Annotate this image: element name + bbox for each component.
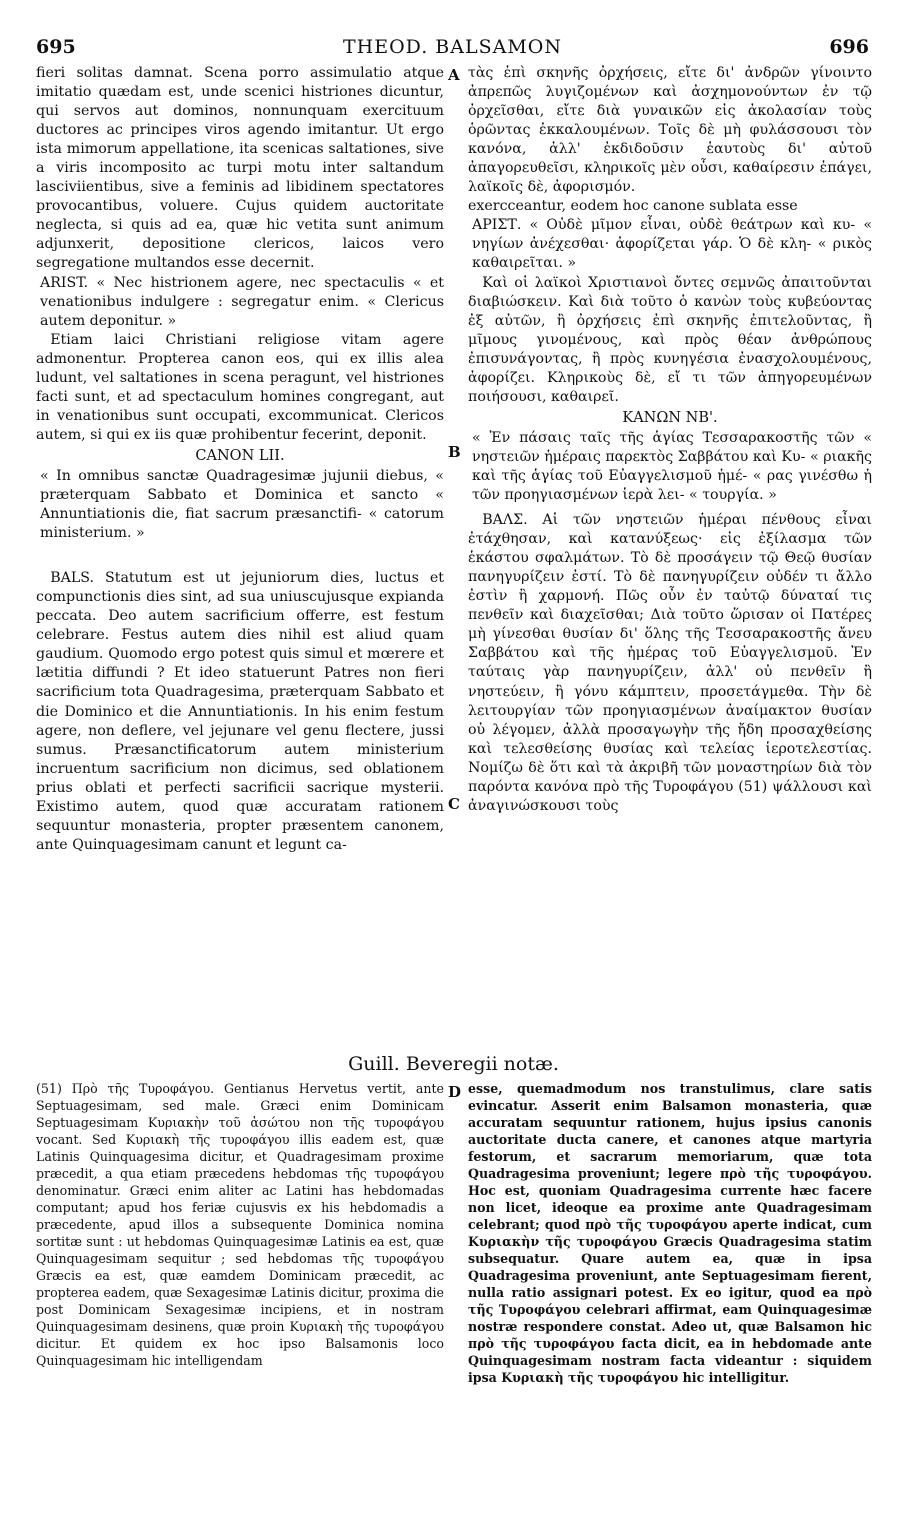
latin-column xyxy=(36,64,444,855)
greek-bals-paragraph: ΒΑΛΣ. Αἱ τῶν νηστειῶν ἡμέραι πένθους εἶναι ἐτάχθησαν, καὶ κατανύξεως· εἰς ἐξίλασμα τῶν ἑκάστου σφαλμάτων. Τὸ δὲ προσάγειν τῷ Θεῷ θυσίαν πανηγυρίζειν ἐστί. Τὸ δὲ πανηγυρίζειν οὐδέν τι ἄλλο ἐστὶν ἢ χαρμονή. Πῶς οὖν ἐν ταὐτῷ δύναταί τις πενθεῖν καὶ διαχεῖσθαι; Διὰ τοῦτο ὥρισαν οἱ Πατέρες μὴ γίνεσθαι θυσίαν δι' ὅλης τῆς Τεσσαρακοστῆς ἄνευ Σαββάτου καὶ τῆς ἡμέρας τοῦ Εὐαγγελισμοῦ. Ἐν ταύταις γὰρ πανηγυρίζειν, ἀλλ' οὐ πενθεῖν ἢ νηστεύειν, ἢ γόνυ κάμπτειν, προσετάγμεθα. Τὴν δὲ λειτουργίαν τῶν προηγιασμένων ἀναίμακτον θυσίαν οὐ λέγομεν, ἀλλὰ προσαγωγὴν τῆς ἤδη προσαχθείσης καὶ τελεσθείσης θυσίας καὶ τελείας ἱεροτελεστίας. Νομίζω δὲ ὅτι καὶ τὰ ἀκριβῆ τῶν μοναστηρίων διὰ τὸν παρόντα κανόνα πρὸ τῆς Τυροφάγου (51) ψάλλουσι καὶ ἀναγινώσκουσι τοὺς xyxy=(468,512,872,814)
notes-left-column xyxy=(36,1080,444,1369)
running-title: THEOD. BALSAMON xyxy=(342,36,563,58)
page-number-left: 695 xyxy=(36,36,76,58)
margin-letter-c: C xyxy=(448,795,460,813)
greek-canon-heading: ΚΑΝΩΝ ΝΒ'. xyxy=(622,409,718,426)
margin-letter-d: D xyxy=(448,1083,462,1101)
greek-kai-paragraph: Καὶ οἱ λαϊκοὶ Χριστιανοὶ ὄντες σεμνῶς ἀπαιτοῦνται διαβιώσκειν. Καὶ διὰ τοῦτο ὁ κανὼν τοὺς κυβεύοντας ἐξ αὐτῶν, ἢ ὀρχήσεις ἐπὶ σκηνῆς ἐπιτελοῦντας, ἢ μῖμους γινομένους, καὶ πρὸς θέαν ἀνθρώπους ἐπισυνάγοντας, ἢ πρὸς κυνηγέσια ἐνασχολουμένους, ἀφορίζει. Κληρικοὺς δὲ, εἴ τι τῶν ἀπηγορευμένων ποιήσουσι, καθαιρεῖ. xyxy=(468,274,872,405)
latin-intro-paragraph: fieri solitas damnat. Scena porro assimulatio atque imitatio quædam est, unde scenici histriones dicuntur, qui servos aut dominos, nonnunquam exercituum ductores ac principes viros agendo imitantur. Ut ergo ista mimorum appellatione, ita scenicas saltationes, sive a viris incomposito ac turpi motu inter saltandum lasciviientibus, sive a feminis ad libidinem spectatores provocantibus, voluere. Cujus quidem auctoritate neglecta, si quis ad ea, quæ hic vetita sunt animum adjunxerit, depositione clericos, laicos vero segregatione multandos esse decernit. xyxy=(36,65,444,272)
greek-continuation-line: exercceantur, eodem hoc canone sublata esse xyxy=(468,198,798,215)
notes-title: Guill. Beveregii notæ. xyxy=(348,1053,559,1075)
latin-arist-paragraph: ARIST. « Nec histrionem agere, nec spectaculis « et venationibus indulgere : segregatur enim. « Clericus autem deponitur. » xyxy=(40,274,444,329)
page-number-right: 696 xyxy=(829,36,869,58)
notes-right-text: esse, quemadmodum nos transtulimus, clare satis evincatur. Asserit enim Balsamon monasteria, quæ accuratam sequuntur rationem, hujus ipsius canonis auctoritate ducta canere, et canones atque martyria festorum, et sacrarum memoriarum, quæ tota Quadragesima proveniunt; legere πρὸ τῆς τυροφάγου. Hoc est, quoniam Quadragesima currente hæc facere non licet, ideoque ea proxime ante Quadragesimam celebrant; quod πρὸ τῆς τυροφάγου aperte indicat, cum Κυριακὴν τῆς τυροφάγου Græcis Quadragesima statim subsequatur. Quare autem ea, quæ in ipsa Quadragesima proveniunt, ante Septuagesimam fierent, nulla ratio assignari potest. Ex eo igitur, quod ea πρὸ τῆς Τυροφάγου celebrari affirmat, eam Quinquagesimæ nostræ respondere constat. Adeo ut, quæ Balsamon hic πρὸ τῆς τυροφάγου facta dicit, ea in hebdomade ante Quinquagesimam nostram facta videantur : siquidem ipsa Κυριακὴ τῆς τυροφάγου hic intelligitur. xyxy=(468,1081,872,1385)
margin-letter-b: B xyxy=(448,443,461,461)
latin-bals-paragraph: BALS. Statutum est ut jejuniorum dies, luctus et compunctionis dies sint, ad sua uniuscujusque expianda peccata. Deo autem sacrificium offerre, est festum celebrare. Festus autem dies nihil est aliud quam gaudium. Quomodo ergo potest quis simul et mœrere et lætitia diffundi ? Et ideo statuerunt Patres non fieri sacrificium tota Quadragesima, præterquam Sabbato et die Dominico et die Annuntiationis. In his enim festum agere, non deflere, vel jejunare vel genu flectere, jussi sumus. Præsanctificatorum autem ministerium incruentum sacrificium non dicimus, sed oblationem prius oblati et perfecti sacrificii sacrique mysterii. Existimo autem, quod quæ accuratam rationem sequuntur monasteria, propter præsentem canonem, ante Quinquagesimam canunt et legunt ca- xyxy=(36,570,444,853)
notes-right-column xyxy=(468,1080,872,1386)
margin-letter-a: A xyxy=(448,66,460,84)
greek-canon-text: « Ἐν πάσαις ταῖς τῆς ἁγίας Τεσσαρακοστῆς τῶν « νηστειῶν ἡμέραις παρεκτὸς Σαββάτου καὶ Κυ- « ριακῆς καὶ τῆς ἁγίας τοῦ Εὐαγγελισμοῦ ἡμέ- « ρας γινέσθω ἡ τῶν προηγιασμένων ἱερὰ λει- « τουργία. » xyxy=(472,429,872,504)
notes-left-text: (51) Πρὸ τῆς Τυροφάγου. Gentianus Hervetus vertit, ante Septuagesimam, sed male. Græci enim Dominicam Septuagesimam Κυριακὴν τοῦ ἀσώτου non τῆς τυροφάγου vocant. Sed Κυριακὴ τῆς τυροφάγου illis eadem est, quæ Latinis Quinquagesima dicitur, et Quadragesimam proxime præcedit, a qua etiam præcedens hebdomas τῆς τυροφάγου denominatur. Græci enim aliter ac Latini has hebdomadas computant; apud hos feriæ cujusvis ex his hebdomadis a præcedente, apud illos a subsequente Dominica nomina sortitæ sunt : ut hebdomas Quinquagesimæ Latinis ea est, quæ Quinquagesimam sequitur ; sed hebdomas τῆς τυροφάγου Græcis ea est, quæ eamdem Dominicam præcedit, ac propterea eadem, quæ Sexagesimæ Latinis dicitur, proxima die post Dominicam Sexagesimæ incipiens, et in nostram Quinquagesimam desinens, quæ proin Κυριακὴ τῆς τυροφάγου dicitur. Et quidem ex hoc ipso Balsamonis loco Quinquagesimam hic intelligendam xyxy=(36,1081,444,1368)
greek-column xyxy=(468,64,872,816)
latin-canon-text: « In omnibus sanctæ Quadragesimæ jujunii diebus, « præterquam Sabbato et Dominica et sancto « Annuntiationis die, fiat sacrum præsanctifi- « catorum ministerium. » xyxy=(40,467,444,542)
running-header xyxy=(36,36,869,64)
greek-arist-paragraph: ΑΡΙΣΤ. « Οὐδὲ μῖμον εἶναι, οὐδὲ θεάτρων καὶ κυ- « νηγίων ἀνέχεσθαι· ἀφορίζεται γάρ. Ὁ δὲ κλη- « ρικὸς καθαιρεῖται. » xyxy=(472,217,872,272)
latin-etiam-paragraph: Etiam laici Christiani religiose vitam agere admonentur. Propterea canon eos, qui ex illis alea ludunt, vel saltationes in scena peragunt, vel histriones facti sunt, et ad spectaculum homines congregant, aut in venationibus sunt occupati, excommunicat. Clericos autem, si qui ex iis quæ prohibentur fecerint, deponit. xyxy=(36,331,444,443)
greek-intro-paragraph: τὰς ἐπὶ σκηνῆς ὀρχήσεις, εἴτε δι' ἀνδρῶν γίνοιντο ἀπρεπῶς λυγιζομένων καὶ ἀσχημονούντων ἐν τῷ ὀρχεῖσθαι, εἴτε διὰ γυναικῶν εἰς ἀκολασίαν τοὺς ὁρῶντας ἐκκαλουμένων. Τοῖς δὲ μὴ φυλάσσουσι τὸν κανόνα, ἀλλ' ἐκδιδοῦσιν ἑαυτοὺς δι' αὐτοῦ ἀπαγορευθεῖσι, κληρικοῖς μὲν οὖσι, καθαίρεσιν ἐπάγει, λαϊκοῖς δὲ, ἀφορισμόν. xyxy=(468,65,872,196)
latin-canon-heading: CANON LII. xyxy=(195,447,285,464)
